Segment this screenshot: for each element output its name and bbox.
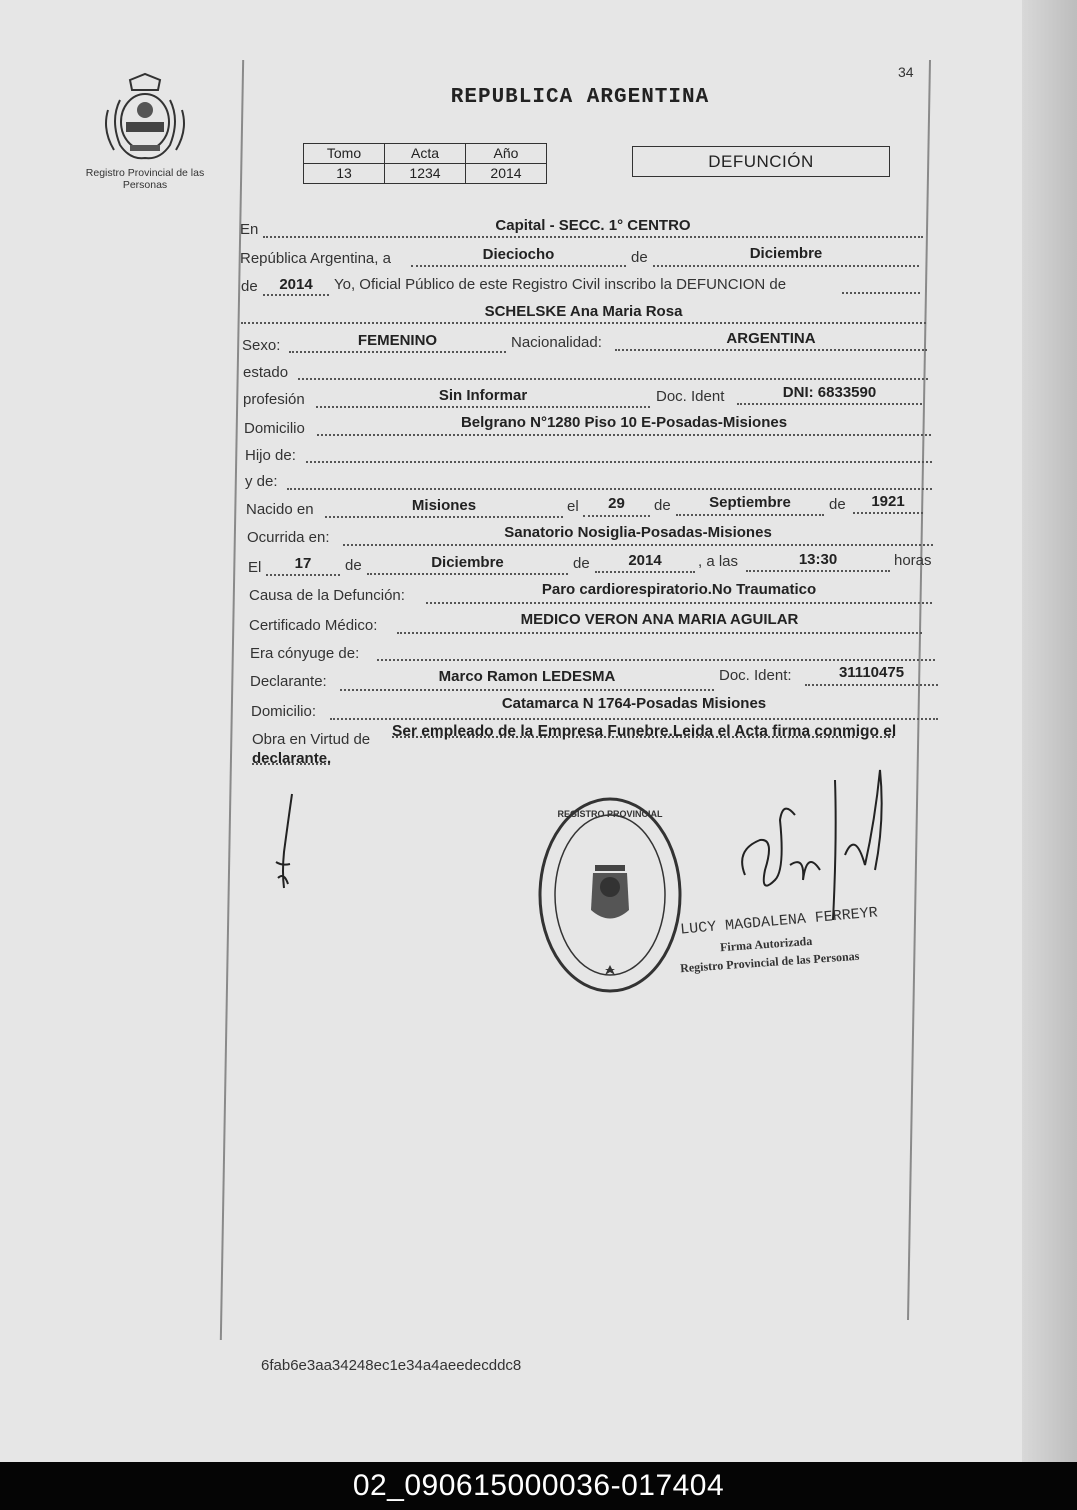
reason-value-line2: declarante. xyxy=(252,750,332,767)
field-line xyxy=(263,294,329,296)
record-table xyxy=(303,143,547,184)
field-line xyxy=(343,544,933,546)
document-title: REPUBLICA ARGENTINA xyxy=(450,86,710,109)
death-place-value: Sanatorio Nosiglia-Posadas-Misiones xyxy=(504,524,772,541)
death-day-value: 17 xyxy=(294,555,312,572)
signatory-name: LUCY MAGDALENA FERREYR xyxy=(679,904,879,939)
label-de-year: de xyxy=(241,278,258,295)
place-value: Capital - SECC. 1° CENTRO xyxy=(495,217,691,234)
label-conyuge: Era cónyuge de: xyxy=(250,645,360,662)
label-republica: República Argentina, a xyxy=(240,250,391,267)
field-line xyxy=(241,322,926,324)
field-line xyxy=(263,236,923,238)
field-line xyxy=(853,512,923,514)
field-line xyxy=(377,659,935,661)
field-line xyxy=(298,378,928,380)
label-doc-ident-2: Doc. Ident: xyxy=(719,667,792,684)
deceased-name-value: SCHELSKE Ana Maria Rosa xyxy=(484,303,683,320)
declarant-signature-icon xyxy=(270,792,300,892)
label-de: de xyxy=(573,555,590,572)
birth-month-value: Septiembre xyxy=(709,494,791,511)
label-en: En xyxy=(240,221,259,238)
label-domicilio-2: Domicilio: xyxy=(251,703,317,720)
label-profesion: profesión xyxy=(243,391,305,408)
field-line xyxy=(330,718,938,720)
label-y-de: y de: xyxy=(245,473,278,490)
field-line xyxy=(317,434,931,436)
field-line xyxy=(583,515,650,517)
nationality-value: ARGENTINA xyxy=(726,330,816,347)
declarant-address-value: Catamarca N 1764-Posadas Misiones xyxy=(501,695,767,712)
label-hijo-de: Hijo de: xyxy=(245,447,296,464)
certifier-value: MEDICO VERON ANA MARIA AGUILAR xyxy=(520,611,799,628)
record-header-row xyxy=(304,144,547,164)
label-de: de xyxy=(345,557,362,574)
address-value: Belgrano N°1280 Piso 10 E-Posadas-Misiones xyxy=(460,414,788,431)
field-line xyxy=(737,403,922,405)
field-line xyxy=(805,684,938,686)
label-doc-ident: Doc. Ident xyxy=(656,388,725,405)
field-line xyxy=(316,406,650,408)
field-line xyxy=(595,571,695,573)
signatory-office: Registro Provincial de las Personas xyxy=(679,948,860,976)
anio-value: 2014 xyxy=(466,164,547,184)
label-horas: horas xyxy=(894,552,932,569)
reason-value-line1: Ser empleado de la Empresa Funebre.Leida el Acta firma conmigo el xyxy=(392,723,897,740)
label-estado: estado xyxy=(243,364,289,381)
label-domicilio: Domicilio xyxy=(244,420,305,437)
label-nacionalidad: Nacionalidad: xyxy=(511,334,602,351)
field-line xyxy=(325,516,563,518)
label-ocurrida-en: Ocurrida en: xyxy=(247,529,330,546)
label-de: de xyxy=(829,496,846,513)
logo-caption: Registro Provincial de las Personas xyxy=(85,167,205,191)
field-line xyxy=(411,265,626,267)
month-value: Diciembre xyxy=(749,245,823,262)
label-causa: Causa de la Defunción: xyxy=(249,587,405,604)
tomo-value: 13 xyxy=(304,164,385,184)
label-certificado: Certificado Médico: xyxy=(249,617,378,634)
page-number: 34 xyxy=(898,64,914,80)
cause-value: Paro cardiorespiratorio.No Traumatico xyxy=(541,581,817,598)
field-line xyxy=(615,349,927,351)
label-el-cap: El xyxy=(248,559,262,576)
tomo-header: Tomo xyxy=(304,144,385,164)
label-a-las: , a las xyxy=(698,553,739,570)
field-line xyxy=(426,602,932,604)
declarant-doc-value: 31110475 xyxy=(838,664,905,681)
day-value: Dieciocho xyxy=(482,246,555,263)
label-nacido-en: Nacido en xyxy=(246,501,314,518)
field-line xyxy=(676,514,824,516)
year-value: 2014 xyxy=(279,276,313,293)
field-line xyxy=(367,573,568,575)
label-de: de xyxy=(654,497,671,514)
label-declarante: Declarante: xyxy=(250,673,327,690)
label-yo: Yo, Oficial Público de este Registro Civil inscribo la DEFUNCION de xyxy=(334,276,787,293)
field-line xyxy=(287,488,932,490)
label-obra: Obra en Virtud de xyxy=(252,731,371,748)
field-line xyxy=(289,351,506,353)
page-edge-shadow xyxy=(1022,0,1077,1462)
sex-value: FEMENINO xyxy=(357,332,438,349)
field-line xyxy=(340,689,714,691)
document-hash: 6fab6e3aa34248ec1e34a4aeedecddc8 xyxy=(261,1357,522,1374)
record-value-row xyxy=(304,164,547,184)
svg-text:REGISTRO PROVINCIAL: REGISTRO PROVINCIAL xyxy=(557,809,663,819)
anio-header: Año xyxy=(466,144,547,164)
birthplace-value: Misiones xyxy=(411,497,477,514)
field-line xyxy=(653,265,919,267)
profession-value: Sin Informar xyxy=(438,387,528,404)
death-year-value: 2014 xyxy=(628,552,662,569)
scan-id-bar: 02_090615000036-017404 xyxy=(0,1462,1077,1510)
registry-seal-icon xyxy=(535,795,685,995)
document-type-box: DEFUNCIÓN xyxy=(632,146,890,177)
field-line xyxy=(306,461,932,463)
label-sexo: Sexo: xyxy=(242,337,281,354)
province-emblem-icon xyxy=(100,70,190,162)
field-line xyxy=(266,574,340,576)
birth-year-value: 1921 xyxy=(871,493,905,510)
document-value: DNI: 6833590 xyxy=(782,384,877,401)
birth-day-value: 29 xyxy=(608,495,625,512)
label-de: de xyxy=(631,249,648,266)
signatory-role: Firma Autorizada xyxy=(719,933,813,955)
declarant-value: Marco Ramon LEDESMA xyxy=(438,668,616,685)
field-line xyxy=(397,632,922,634)
acta-value: 1234 xyxy=(385,164,466,184)
field-line xyxy=(842,292,920,294)
death-month-value: Diciembre xyxy=(431,554,504,571)
field-line xyxy=(746,570,890,572)
label-el: el xyxy=(567,498,579,515)
death-time-value: 13:30 xyxy=(798,551,838,568)
acta-header: Acta xyxy=(385,144,466,164)
